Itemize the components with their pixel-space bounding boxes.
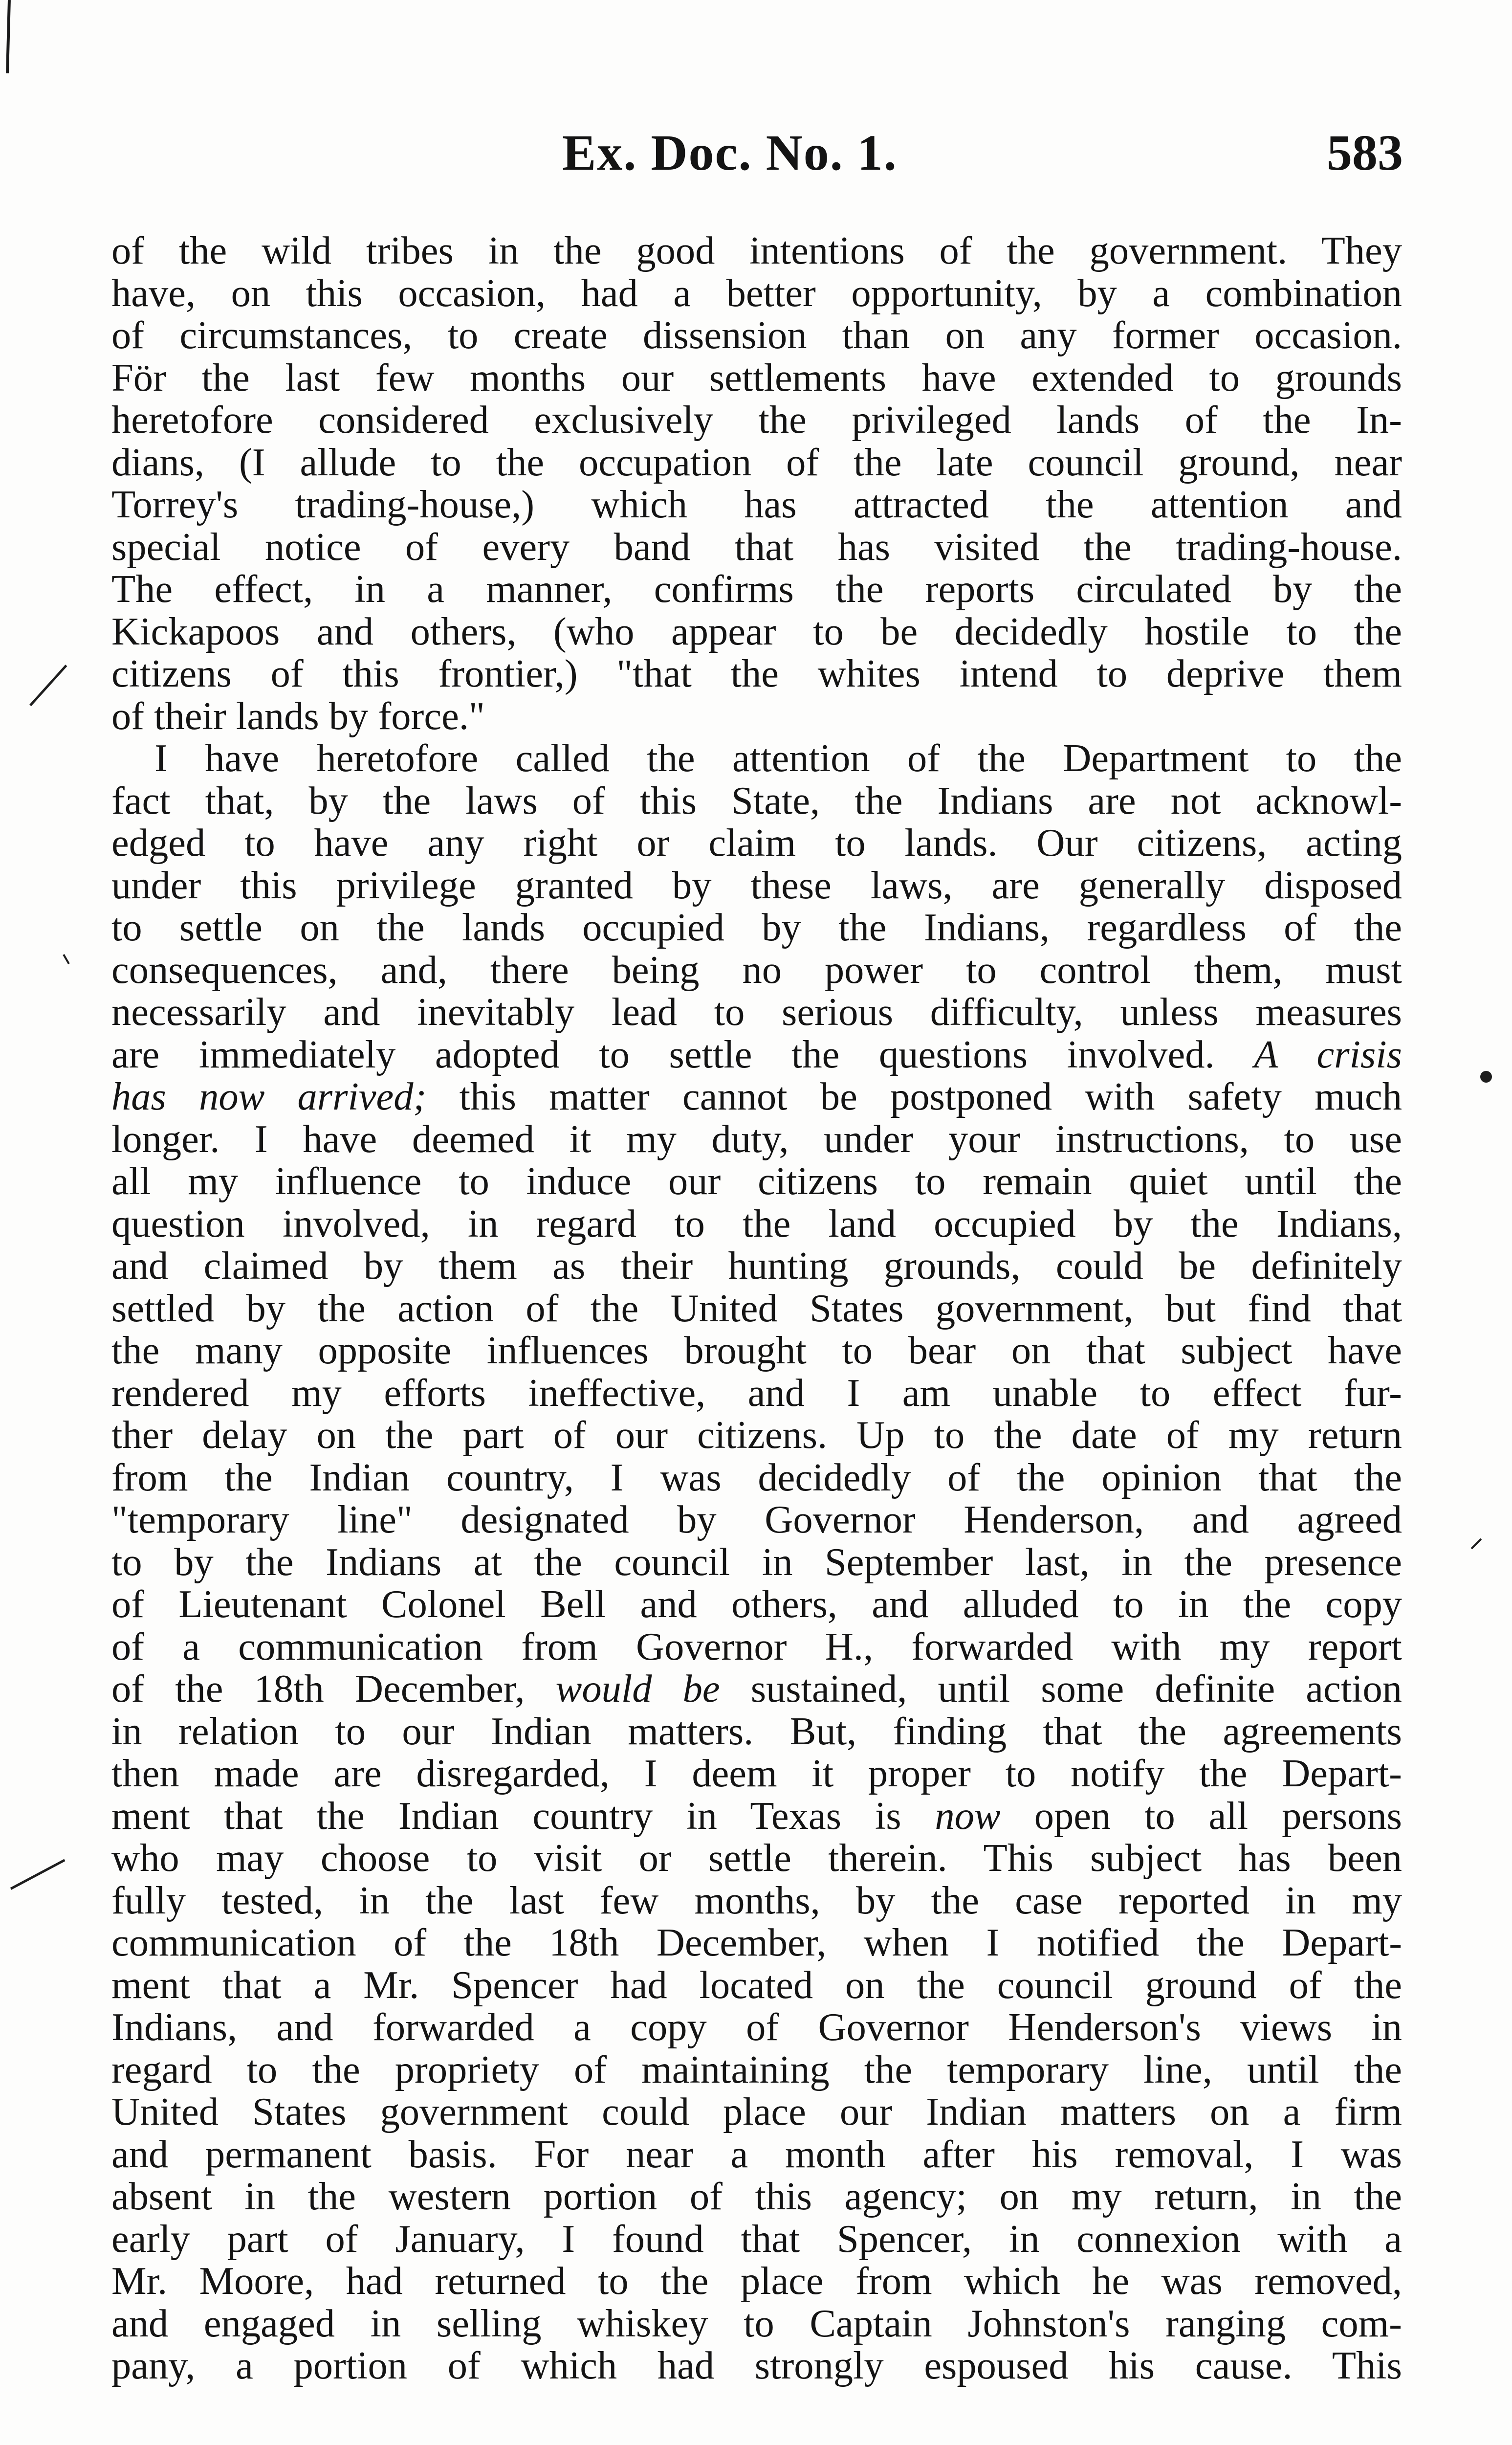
text-line: ther delay on the part of our citizens. Up to the date of my return: [111, 1413, 1402, 1457]
text-line: communication of the 18th December, when I notified the Depart-: [111, 1921, 1402, 1964]
text-line: pany, a portion of which had strongly espoused his cause. This: [111, 2344, 1402, 2387]
text-line: of the wild tribes in the good intentions of the government. They: [111, 229, 1402, 272]
text-line: to by the Indians at the council in September last, in the presence: [111, 1540, 1402, 1584]
text-line: regard to the propriety of maintaining the temporary line, until the: [111, 2047, 1402, 2091]
page-header: [562, 121, 1403, 185]
text-line: [111, 1076, 1402, 1118]
text-segment: ment that the Indian country in Texas is: [111, 1794, 935, 1838]
page-edge-mark: [6, 0, 11, 73]
text-line: of their lands by force.": [111, 694, 485, 738]
text-line: then made are disregarded, I deem it proper to notify the Depart-: [111, 1752, 1402, 1795]
text-segment: open to all persons: [1000, 1794, 1402, 1838]
text-line: edged to have any right or claim to lands. Our citizens, acting: [111, 821, 1402, 865]
text-line: and claimed by them as their hunting grounds, could be definitely: [111, 1244, 1402, 1288]
running-head: Ex. Doc. No. 1.: [562, 125, 898, 181]
text-line: from the Indian country, I was decidedly of the opinion that the: [111, 1455, 1402, 1499]
text-line: early part of January, I found that Spencer, in connexion with a: [111, 2217, 1402, 2261]
text-line: fact that, by the laws of this State, the Indians are not acknowl-: [111, 778, 1402, 822]
italic-segment: now: [935, 1794, 1001, 1838]
text-line: all my influence to induce our citizens to remain quiet until the: [111, 1159, 1402, 1203]
text-line: to settle on the lands occupied by the Indians, regardless of the: [111, 906, 1402, 949]
text-segment: sustained, until some definite action: [720, 1667, 1402, 1711]
text-line: [111, 1668, 1402, 1711]
italic-segment: A crisis: [1254, 1032, 1402, 1076]
text-line: under this privilege granted by these laws, are generally disposed: [111, 863, 1402, 907]
margin-pencil-mark: [63, 954, 69, 964]
text-line: United States government could place our Indian matters on a firm: [111, 2090, 1402, 2134]
page-number: 583: [1327, 125, 1403, 181]
text-line: have, on this occasion, had a better opportunity, by a combination: [111, 271, 1402, 315]
text-line: För the last few months our settlements have extended to grounds: [111, 356, 1402, 400]
text-line: necessarily and inevitably lead to serious difficulty, unless measures: [111, 990, 1402, 1034]
text-line: Torrey's trading-house,) which has attracted the attention and: [111, 483, 1402, 526]
italic-segment: would be: [555, 1667, 720, 1711]
text-line: longer. I have deemed it my duty, under your instructions, to use: [111, 1117, 1402, 1161]
text-line: and permanent basis. For near a month after his removal, I was: [111, 2132, 1402, 2176]
text-line: consequences, and, there being no power to control them, must: [111, 948, 1402, 992]
text-line: dians, (I allude to the occupation of the late council ground, near: [111, 440, 1402, 484]
margin-pencil-mark: [29, 665, 67, 706]
text-line: of a communication from Governor H., forwarded with my report: [111, 1624, 1402, 1668]
text-line: in relation to our Indian matters. But, finding that the agreements: [111, 1709, 1402, 1753]
text-line: special notice of every band that has visited the trading-house.: [111, 525, 1402, 569]
text-line: [111, 1034, 1402, 1076]
text-line: I have heretofore called the attention of the Department to the: [154, 736, 1402, 780]
text-line: fully tested, in the last few months, by the case reported in my: [111, 1878, 1402, 1922]
text-segment: this matter cannot be postponed with safety much: [426, 1075, 1402, 1118]
margin-pencil-mark: [10, 1859, 66, 1890]
text-line: and engaged in selling whiskey to Captain Johnston's ranging com-: [111, 2301, 1402, 2345]
text-line: who may choose to visit or settle therein. This subject has been: [111, 1836, 1402, 1880]
text-line: Kickapoos and others, (who appear to be decidedly hostile to the: [111, 609, 1402, 653]
text-line: The effect, in a manner, confirms the reports circulated by the: [111, 567, 1402, 611]
text-line: heretofore considered exclusively the privileged lands of the In-: [111, 398, 1402, 442]
text-line: Mr. Moore, had returned to the place from which he was removed,: [111, 2259, 1402, 2303]
text-line: citizens of this frontier,) "that the whites intend to deprive them: [111, 652, 1402, 695]
text-line: ment that a Mr. Spencer had located on the council ground of the: [111, 1963, 1402, 2007]
text-line: "temporary line" designated by Governor Henderson, and agreed: [111, 1498, 1402, 1541]
text-line: the many opposite influences brought to bear on that subject have: [111, 1329, 1402, 1372]
text-line: rendered my efforts ineffective, and I am unable to effect fur-: [111, 1371, 1402, 1415]
text-line: absent in the western portion of this agency; on my return, in the: [111, 2175, 1402, 2218]
margin-pencil-mark: [1471, 1538, 1482, 1550]
margin-dot-mark: [1480, 1071, 1492, 1083]
text-line: Indians, and forwarded a copy of Governor Henderson's views in: [111, 2005, 1402, 2049]
text-line: of Lieutenant Colonel Bell and others, and alluded to in the copy: [111, 1582, 1402, 1626]
text-line: [111, 1795, 1402, 1838]
text-line: settled by the action of the United States government, but find that: [111, 1286, 1402, 1330]
text-line: question involved, in regard to the land occupied by the Indians,: [111, 1201, 1402, 1245]
text-segment: are immediately adopted to settle the questions involved.: [111, 1032, 1215, 1076]
italic-segment: has now arrived;: [111, 1075, 427, 1118]
text-segment: of the 18th December,: [111, 1667, 556, 1711]
body-text: [111, 230, 1402, 2387]
text-line: of circumstances, to create dissension than on any former occasion.: [111, 313, 1402, 357]
